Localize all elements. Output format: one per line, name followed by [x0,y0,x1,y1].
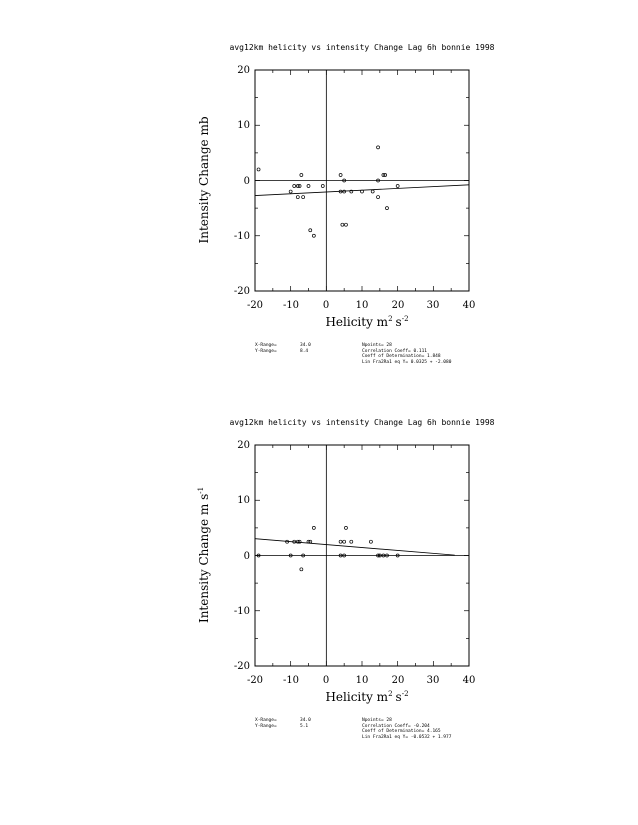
x-tick-labels [247,300,475,311]
x-tick-label: 30 [426,300,440,311]
y-tick-label: 10 [237,495,250,506]
data-point [339,173,342,176]
npoints-text: Npoints= 28 [362,718,392,723]
x-tick-label: 10 [355,675,369,686]
y-range-value: 8.4 [300,349,309,354]
x-range-value: 34.0 [300,718,311,723]
data-point [385,207,388,210]
data-point [257,168,260,171]
y-range-value: 5.1 [300,724,309,729]
correlation-text: Correlation Coeff= 0.111 [362,349,428,354]
x-axis-label: Helicity $m^2$ $s^{-2}$ [325,690,409,704]
x-tick-label: -10 [282,675,300,686]
data-point [344,223,347,226]
determination-text: Coeff of Determination= 1.848 [362,354,441,359]
data-point [396,185,399,188]
determination-text: Coeff of Determination= 4.165 [362,729,441,734]
data-point [309,229,312,232]
y-tick-label: -20 [233,286,250,297]
data-point [341,223,344,226]
data-point [339,540,342,543]
y-tick-label: 20 [237,65,250,76]
y-range-label: Y-Range= [255,724,277,729]
data-point [377,146,380,149]
data-point [344,526,347,529]
y-tick-label: 10 [237,120,250,131]
fit-equation-text: Lin Fra2Ra1 eq Y= -0.0532 + 1.977 [362,735,452,740]
data-point [300,173,303,176]
x-range-label: X-Range= [255,343,277,348]
data-point [369,540,372,543]
x-tick-label: 40 [462,675,476,686]
data-point [343,540,346,543]
fit-equation-text: Lin Fra2Ra1 eq Y= 0.0325 + -2.080 [362,360,452,365]
x-tick-label: 20 [391,675,405,686]
data-point [293,185,296,188]
npoints-text: Npoints= 28 [362,343,392,348]
data-point [312,234,315,237]
x-tick-label: 40 [462,300,476,311]
data-point [371,190,374,193]
y-tick-label: -10 [233,606,250,617]
data-point [312,526,315,529]
y-range-label: Y-Range= [255,349,277,354]
x-axis-label: Helicity $m^2$ $s^{-2}$ [325,315,409,329]
x-tick-label: 20 [391,300,405,311]
x-range-value: 34.0 [300,343,311,348]
data-point [321,185,324,188]
data-point [296,196,299,199]
panel-1 [197,43,495,365]
regression-line [255,185,469,196]
data-point [302,196,305,199]
x-tick-label: -20 [246,300,264,311]
x-tick-label: -20 [246,675,264,686]
chart-title: avg12km helicity vs intensity Change Lag 6h bonnie 1998 [229,418,495,427]
y-tick-label: 20 [237,440,250,451]
y-tick-label: 0 [243,176,250,187]
stats-block [255,342,452,365]
data-point [350,540,353,543]
data-point [300,568,303,571]
x-tick-label: 30 [426,675,440,686]
y-tick-label: -20 [233,661,250,672]
data-point [307,185,310,188]
stats-block [255,717,452,740]
y-axis-label: Intensity Change m $s^{-1}$ [197,486,211,624]
data-point [377,196,380,199]
x-tick-labels [247,675,475,686]
y-tick-label: 0 [243,551,250,562]
y-tick-labels [234,65,250,297]
x-tick-label: 10 [355,300,369,311]
x-range-label: X-Range= [255,718,277,723]
panel-2 [197,418,495,740]
x-tick-label: 0 [322,675,330,686]
y-tick-labels [234,440,250,672]
chart-title: avg12km helicity vs intensity Change Lag 6h bonnie 1998 [229,43,495,52]
y-axis-label: Intensity Change mb [197,116,211,244]
data-point [343,190,346,193]
regression-line [255,539,455,555]
x-tick-label: -10 [282,300,300,311]
correlation-text: Correlation Coeff= -0.204 [362,724,430,729]
data-point [289,190,292,193]
x-tick-label: 0 [322,300,330,311]
y-tick-label: -10 [233,231,250,242]
